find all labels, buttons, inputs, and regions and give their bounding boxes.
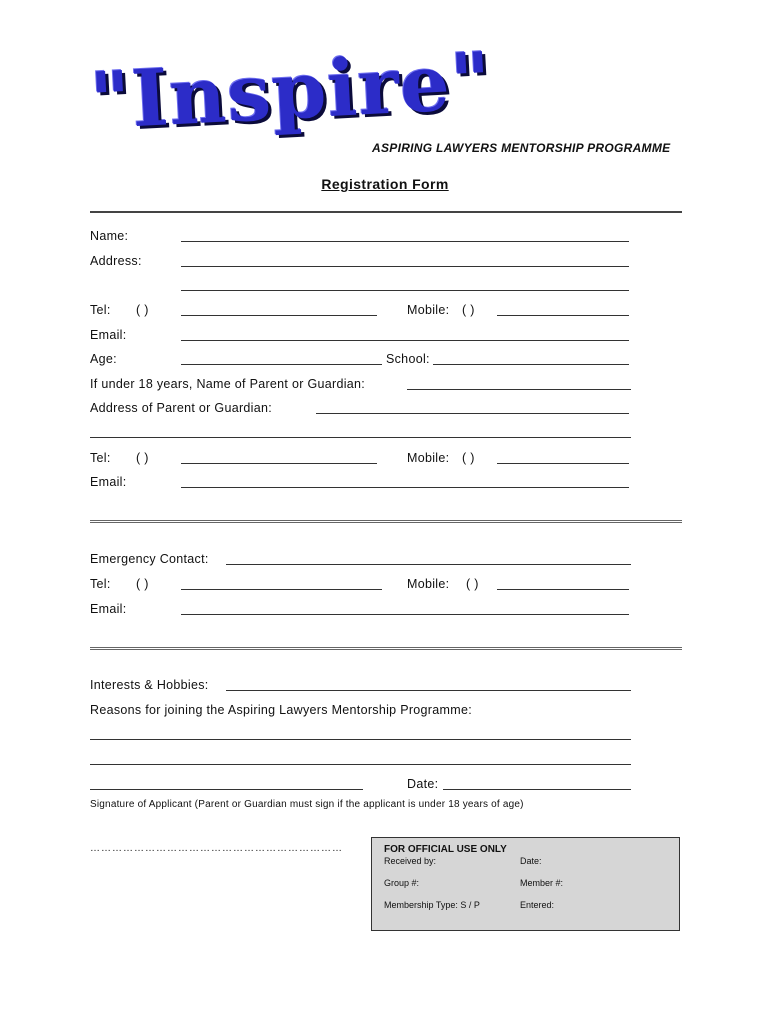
section-divider-2	[90, 647, 682, 650]
address-field-1[interactable]	[181, 266, 629, 267]
tel-area-code: ( )	[136, 303, 149, 317]
date-field[interactable]	[443, 789, 631, 790]
address-field-2[interactable]	[181, 290, 629, 291]
member-number-label: Member #:	[520, 878, 564, 888]
reasons-label: Reasons for joining the Aspiring Lawyers Mentorship Programme:	[90, 703, 472, 717]
office-date-label: Date:	[520, 856, 542, 866]
mobile-area-code: ( )	[462, 303, 475, 317]
interests-field[interactable]	[226, 690, 631, 691]
guardian-mobile-field[interactable]	[497, 463, 629, 464]
emergency-mobile-field[interactable]	[497, 589, 629, 590]
reasons-field-1[interactable]	[90, 739, 631, 740]
guardian-email-label: Email:	[90, 475, 127, 489]
header-rule	[90, 211, 682, 213]
email-label: Email:	[90, 328, 127, 342]
form-title: Registration Form	[321, 176, 449, 192]
guardian-address-label: Address of Parent or Guardian:	[90, 401, 273, 415]
school-label: School:	[386, 352, 430, 366]
tel-field[interactable]	[181, 315, 377, 316]
guardian-email-field[interactable]	[181, 487, 629, 488]
emergency-tel-area-code: ( )	[136, 577, 149, 591]
official-use-heading: FOR OFFICIAL USE ONLY	[384, 844, 507, 855]
age-field[interactable]	[181, 364, 382, 365]
emergency-mobile-label: Mobile:	[407, 577, 450, 591]
guardian-tel-field[interactable]	[181, 463, 377, 464]
section-divider-1	[90, 520, 682, 523]
signature-note: Signature of Applicant (Parent or Guardian must sign if the applicant is under 18 years of age)	[90, 799, 524, 810]
name-field[interactable]	[181, 241, 629, 242]
interests-label: Interests & Hobbies:	[90, 678, 209, 692]
membership-type-label: Membership Type: S / P	[384, 900, 480, 910]
group-number-label: Group #:	[384, 878, 420, 888]
programme-name: ASPIRING LAWYERS MENTORSHIP PROGRAMME	[372, 141, 671, 155]
logo-text: "Inspire"	[87, 35, 495, 148]
date-label: Date:	[407, 777, 439, 791]
official-use-box	[371, 837, 680, 931]
emergency-tel-field[interactable]	[181, 589, 382, 590]
entered-label: Entered:	[520, 900, 555, 910]
guardian-name-field[interactable]	[407, 389, 631, 390]
reasons-field-2[interactable]	[90, 764, 631, 765]
guardian-tel-area-code: ( )	[136, 451, 149, 465]
emergency-tel-label: Tel:	[90, 577, 111, 591]
mobile-field[interactable]	[497, 315, 629, 316]
emergency-mobile-area-code: ( )	[466, 577, 479, 591]
emergency-email-label: Email:	[90, 602, 127, 616]
signature-field[interactable]	[90, 789, 363, 790]
guardian-mobile-label: Mobile:	[407, 451, 450, 465]
tel-label: Tel:	[90, 303, 111, 317]
emergency-contact-label: Emergency Contact:	[90, 552, 209, 566]
guardian-tel-label: Tel:	[90, 451, 111, 465]
school-field[interactable]	[433, 364, 629, 365]
received-by-label: Received by:	[384, 856, 437, 866]
inspire-logo	[87, 35, 495, 170]
emergency-contact-field[interactable]	[226, 564, 631, 565]
guardian-mobile-area-code: ( )	[462, 451, 475, 465]
emergency-email-field[interactable]	[181, 614, 629, 615]
age-label: Age:	[90, 352, 117, 366]
name-label: Name:	[90, 229, 129, 243]
guardian-name-label: If under 18 years, Name of Parent or Guardian:	[90, 377, 366, 391]
dotted-line: ……………………………………………………………	[90, 843, 343, 854]
mobile-label: Mobile:	[407, 303, 450, 317]
email-field[interactable]	[181, 340, 629, 341]
guardian-address-field-1[interactable]	[316, 413, 629, 414]
guardian-address-field-2[interactable]	[90, 437, 631, 438]
address-label: Address:	[90, 254, 142, 268]
